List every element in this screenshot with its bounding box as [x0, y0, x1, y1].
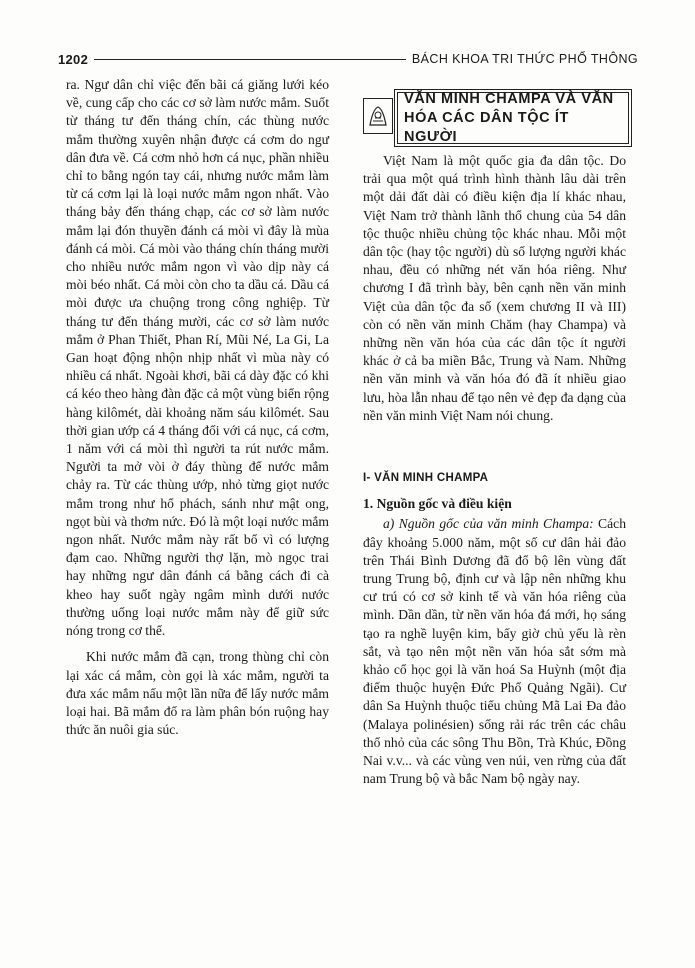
- chapter-title-box: [363, 92, 629, 144]
- left-column: [66, 76, 329, 739]
- intro-paragraph: Việt Nam là một quốc gia đa dân tộc. Do trải qua một quá trình hình thành lâu dài trên một dải đất dài có điều kiện địa lí khác nhau, Việt Nam trở thành lãnh thổ chung của 54 dân tộc thuộc nhiều chủng tộc khác nhau. Mỗi một dân tộc (hay tộc người) dù số lượng người khác nhau, đều có những nét văn hóa riêng. Như chương I đã trình bày, bên cạnh nền văn minh Việt của dân tộc đa số (xem chương II và III) còn có nền văn minh Chăm (hay Champa) và những nền văn hóa của các dân tộc ít người khác ở cả ba miền Bắc, Trung và Nam. Những nền văn minh và văn hóa đó đã ít nhiều giao lưu, hòa lẫn nhau để tạo nên vẻ đẹp đa dạng của nền văn minh Việt Nam nói chung.: [363, 153, 626, 423]
- subsection-heading: 1. Nguồn gốc và điều kiện: [363, 496, 512, 512]
- body-paragraph: ra. Ngư dân chỉ việc đến bãi cá giăng lưới kéo về, cung cấp cho các cơ sở làm nước mắm. Suốt từ tháng tư đến tháng chín, các thùng nước mắm thường xuyên nhận được cá cơm do ngư dân đưa về. Cá cơm nhỏ hơn cá nục, phần nhiều chỉ to bằng ngón tay cái, nhưng nước mắm làm từ cá cơm lại là loại nước mắm ngon nhất. Vào tháng bảy đến tháng chạp, các cơ sở làm nước mắm lại đón thuyền đánh cá mòi vì đây là mùa đánh cá mòi. Cá mòi vào tháng chín tháng mười cho nhiều nước mắm ngon vì vào dịp này cá mòi béo nhất. Cá mòi còn cho ta dầu cá. Dầu cá mòi được ưa chuộng trong công nghiệp. Từ tháng tư đến tháng mười, các cơ sở làm nước mắm ở Phan Thiết, Phan Rí, Mũi Né, La Gi, La Gan hoạt động nhộn nhịp nhất vì mùa này có nhiều cá nhất. Ngoài khơi, bãi cá dày đặc có khi cá kéo theo hàng đàn đặc cả một vùng biển rộng hàng kilômét, dài khoảng năm sáu kilômét. Sau thời gian ướp cá 4 tháng đối với cá nục, cá cơm, 1 năm với cá mòi thì người ta rút nước mắm. Người ta mở vòi ở đáy thùng để nước mắm chảy ra. Từ các thùng ướp, nhỏ từng giọt nước mắm trong như hổ phách, sánh như mật ong, ngọt bùi và thơm nức. Đó là một loại nước mắm ngon nhất. Nước mắm này rất bổ vì có lượng đạm cao. Những người thợ lặn, mò ngọc trai hay những ngư dân đánh cá bằng cách đi cà kheo hay suốt ngày ngâm mình dưới nước thường uống loại nước mắm này để giữ sức nóng trong cơ thể.: [66, 77, 329, 639]
- body-paragraph: Khi nước mắm đã cạn, trong thùng chỉ còn lại xác cá mắm, còn gọi là xác mắm, người ta đưa xác mắm nấu một lần nữa để lấy nước mắm loại hai. Bã mắm đổ ra làm phân bón ruộng hay thức ăn nuôi gia súc.: [66, 649, 329, 738]
- section-heading: I- VĂN MINH CHAMPA: [363, 472, 489, 485]
- ornament-icon: [363, 98, 393, 134]
- right-column: [363, 152, 626, 789]
- page-number: 1202: [58, 51, 89, 67]
- italic-lead: a) Nguồn gốc của văn minh Champa:: [383, 516, 594, 532]
- body-paragraph: [363, 515, 626, 788]
- running-head: BÁCH KHOA TRI THỨC PHỔ THÔNG: [411, 52, 638, 66]
- chapter-title-line2: HÓA CÁC DÂN TỘC ÍT NGƯỜI: [404, 109, 569, 145]
- page-header: [58, 50, 638, 68]
- chapter-title-line1: VĂN MINH CHAMPA VÀ VĂN: [404, 90, 614, 107]
- chapter-title: [397, 92, 629, 144]
- header-rule: [94, 59, 406, 60]
- paragraph-text: Cách đây khoảng 5.000 năm, một số cư dân hải đảo trên Thái Bình Dương đã đổ bộ lên vùng đất trung Trung bộ, định cư và lập nên những khu cư trú có cơ sở kinh tế và văn hóa riêng của mình. Dần dần, từ nền văn hóa đá mới, họ sáng tạo ra nghề luyện kim, bấy giờ chủ yếu là rèn sắt, và tạo nên một nền văn hóa sắt sớm mà khảo cổ học gọi là văn hoá Sa Huỳnh (một địa điểm thuộc huyện Đức Phổ Quảng Ngãi). Cư dân Sa Huỳnh thuộc tiểu chủng Mã Lai Đa đảo (Malaya polinésien) sống rải rác trên các châu thổ nhỏ của các sông Thu Bồn, Trà Khúc, Đồng Nai v.v... và các vùng ven núi, ven rừng của đất nam Trung bộ và bắc Nam bộ ngày nay.: [363, 516, 626, 787]
